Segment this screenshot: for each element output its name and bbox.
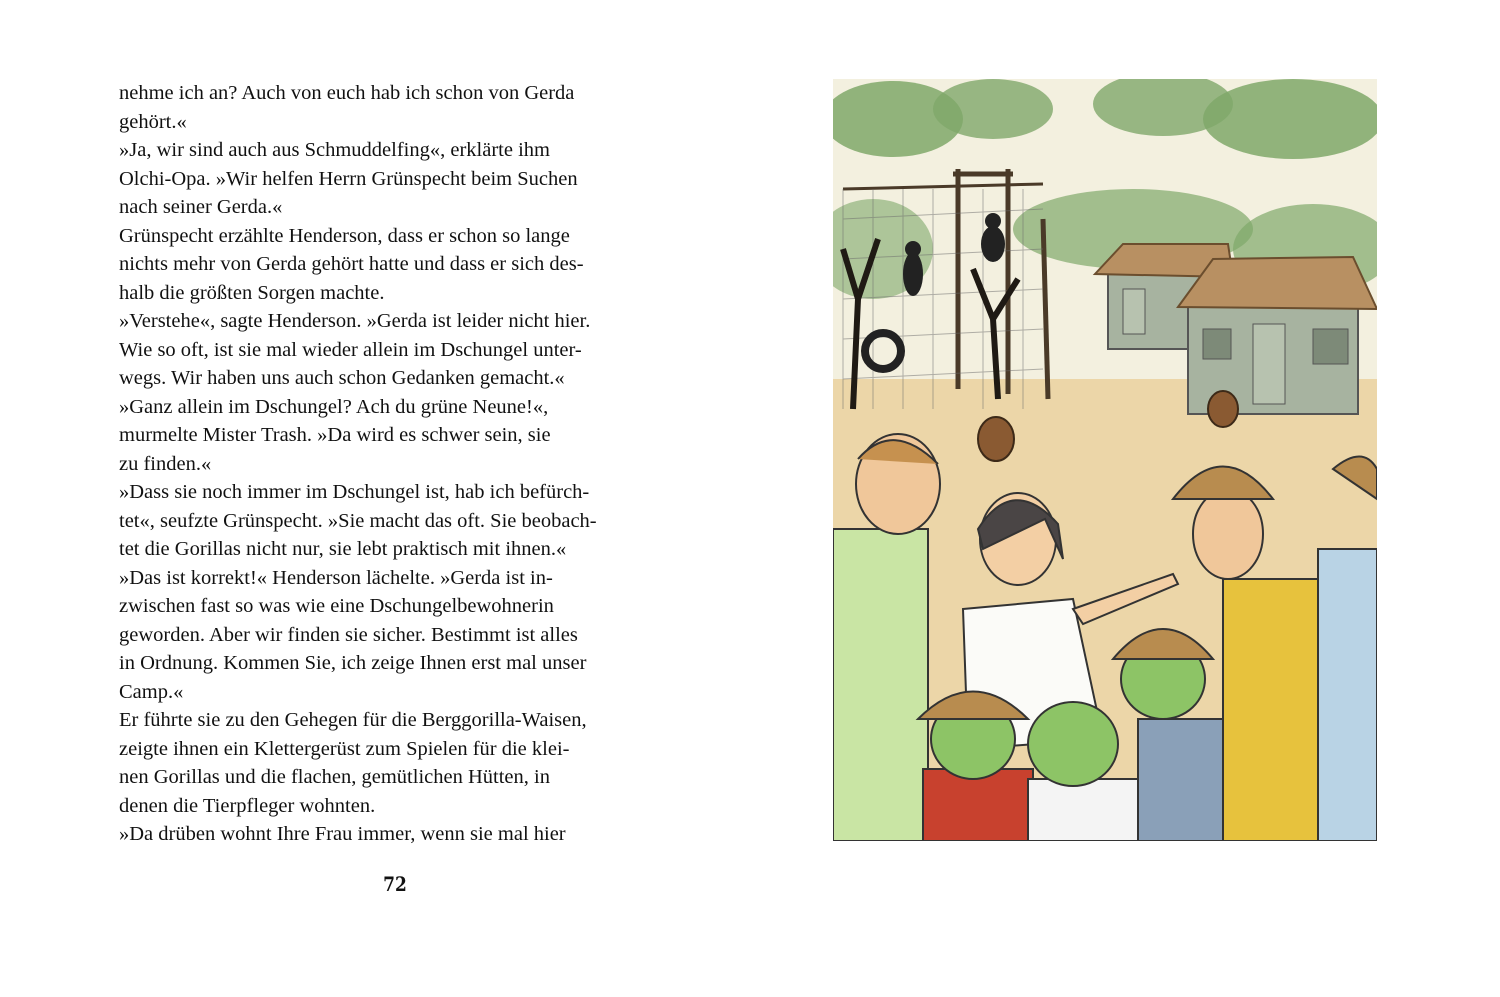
barrel-hut [1208,391,1238,427]
barrel [978,417,1014,461]
text-line: »Dass sie noch immer im Dschungel ist, hab ich befürch- [119,481,590,503]
text-line: gehört.« [119,110,187,133]
text-line: halb die größten Sorgen machte. [119,281,385,304]
text-line: Wie so oft, ist sie mal wieder allein im Dschungel unter- [119,338,582,361]
hut-front [1178,257,1377,414]
text-line: Camp.« [119,680,184,703]
text-line: wegs. Wir haben uns auch schon Gedanken gemacht.« [119,367,565,389]
text-line: zwischen fast so was wie eine Dschungelbewohnerin [119,595,554,617]
text-line: Er führte sie zu den Gehegen für die Berggorilla-Waisen, [119,709,587,731]
text-line: nach seiner Gerda.« [119,196,283,218]
camp-illustration [833,79,1377,841]
text-line: Grünspecht erzählte Henderson, dass er schon so lange [119,224,570,247]
text-line: »Ja, wir sind auch aus Schmuddelfing«, erklärte ihm [119,139,550,161]
text-line: murmelte Mister Trash. »Da wird es schwer sein, sie [119,424,551,446]
text-line: zeigte ihnen ein Klettergerüst zum Spielen für die klei- [119,737,570,760]
body-text [119,79,679,849]
text-line: »Ganz allein im Dschungel? Ach du grüne Neune!«, [119,395,549,418]
page-number: 72 [383,872,407,896]
text-line: nehme ich an? Auch von euch hab ich schon von Gerda [119,82,575,104]
text-line: geworden. Aber wir finden sie sicher. Bestimmt ist alles [119,623,578,646]
text-line: zu finden.« [119,452,212,475]
text-line: denen die Tierpfleger wohnten. [119,794,376,817]
text-line: »Das ist korrekt!« Henderson lächelte. »Gerda ist in- [119,566,553,589]
text-line: nen Gorillas und die flachen, gemütlichen Hütten, in [119,766,550,788]
text-line: tet«, seufzte Grünspecht. »Sie macht das oft. Sie beobach- [119,509,597,532]
illustration-scene [833,79,1377,841]
text-line: tet die Gorillas nicht nur, sie lebt praktisch mit ihnen.« [119,538,567,560]
text-line: nichts mehr von Gerda gehört hatte und dass er sich des- [119,253,584,275]
text-line: »Verstehe«, sagte Henderson. »Gerda ist leider nicht hier. [119,310,591,332]
text-line: Olchi-Opa. »Wir helfen Herrn Grünspecht beim Suchen [119,167,578,190]
text-line: in Ordnung. Kommen Sie, ich zeige Ihnen erst mal unser [119,652,587,674]
text-line: »Da drüben wohnt Ihre Frau immer, wenn sie mal hier [119,823,566,845]
